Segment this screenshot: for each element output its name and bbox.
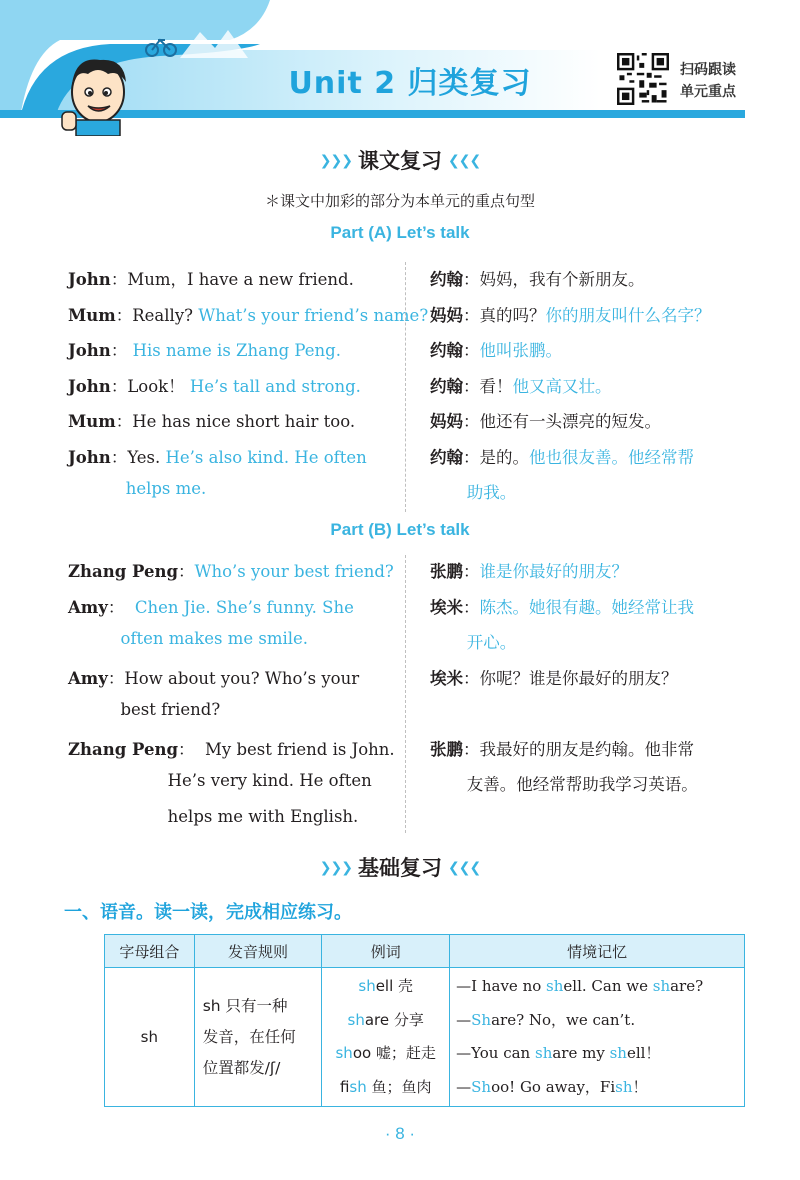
line-text: ：Mum，I have a new friend. xyxy=(110,270,354,289)
rule-line: 发音，在任何 xyxy=(202,1027,296,1046)
line-text: are? No，we can’t. xyxy=(491,1010,636,1029)
dialogue-line xyxy=(430,479,516,503)
highlighted-phrase: 开心。 xyxy=(466,633,517,652)
line-text: ：真的吗？ xyxy=(463,305,546,325)
dialogue-line xyxy=(68,665,359,689)
dialogue-line xyxy=(430,771,698,795)
line-text xyxy=(430,483,467,502)
qr-label-line-1: 扫码跟读 xyxy=(680,62,736,78)
dialogue-line xyxy=(430,373,612,397)
speaker-name: Mum xyxy=(68,412,116,431)
line-text: 鱼；鱼肉 xyxy=(366,1077,432,1096)
speaker-name: 埃米 xyxy=(430,597,463,617)
speaker-name: 约翰 xyxy=(430,270,463,289)
speaker-name: John xyxy=(68,447,111,467)
line-text: ell 壳 xyxy=(375,977,414,995)
memory-cell xyxy=(450,968,745,1107)
rule-line: 位置都发/ʃ/ xyxy=(202,1058,281,1077)
line-text: ： xyxy=(178,562,195,581)
highlighted-phrase: 谁是你最好的朋友？ xyxy=(479,562,628,581)
line-text: ： xyxy=(463,562,480,581)
line-text: ：He has nice short hair too. xyxy=(115,412,356,431)
line-text xyxy=(68,479,126,498)
dialogue-line xyxy=(68,629,308,648)
arrows-right-icon: ❯❯❯ xyxy=(319,860,352,876)
qr-code-icon[interactable] xyxy=(617,53,669,105)
highlighted-phrase: Sh xyxy=(471,1010,492,1029)
speaker-name: 妈妈 xyxy=(430,305,463,325)
dialogue-line xyxy=(68,807,358,826)
dialogue-line xyxy=(68,444,367,468)
speaker-name: John xyxy=(68,270,111,289)
line-text: ：Really? xyxy=(115,305,199,325)
line-text: are my xyxy=(552,1044,610,1062)
highlighted-phrase: sh xyxy=(535,1044,553,1062)
speaker-name: Amy xyxy=(68,597,108,617)
highlighted-phrase: He’s tall and strong. xyxy=(189,376,361,396)
speaker-name: 妈妈 xyxy=(430,412,463,431)
speaker-name: John xyxy=(68,376,111,396)
section-basic-heading xyxy=(0,852,800,882)
speaker-name: 约翰 xyxy=(430,341,463,360)
line-text: ！ xyxy=(632,1077,648,1096)
dialogue-line xyxy=(68,700,220,719)
line-text: ： xyxy=(463,597,480,617)
speaker-name: Amy xyxy=(68,668,108,688)
page-number: · 8 · xyxy=(384,1124,416,1143)
highlighted-phrase: sh xyxy=(546,977,564,995)
question-1-title: 一、语音。读一读，完成相应练习。 xyxy=(64,902,352,923)
line-text: helps me with English. xyxy=(68,806,359,826)
arrows-left-icon: ❮❮❮ xyxy=(448,153,481,169)
section-text-heading xyxy=(0,145,800,175)
example-word xyxy=(322,1071,449,1105)
speaker-name: Zhang Peng xyxy=(68,739,179,759)
dialogue-line xyxy=(430,408,661,432)
speaker-name: 约翰 xyxy=(430,447,463,467)
line-text: ：我最好的朋友是约翰。他非常 xyxy=(463,739,694,759)
highlighted-phrase: 他也很友善。他经常帮 xyxy=(529,447,694,467)
qr-label xyxy=(680,59,750,103)
line-text: oo! Go away，Fi xyxy=(491,1077,616,1096)
highlighted-phrase: 他叫张鹏。 xyxy=(479,341,562,360)
line-text: ell. Can we xyxy=(563,977,653,995)
rule-line: sh 只有一种 xyxy=(202,996,288,1015)
line-text: ：How about you? Who’s your xyxy=(107,668,360,688)
line-text: oo 嘘；赶走 xyxy=(352,1044,436,1062)
line-text: fi xyxy=(339,1077,350,1096)
column-divider xyxy=(405,555,406,833)
dialogue-line xyxy=(430,302,711,326)
highlighted-phrase: sh xyxy=(615,1077,633,1096)
highlighted-phrase: sh xyxy=(347,1010,365,1029)
highlighted-phrase: often makes me smile. xyxy=(120,629,309,648)
table-row xyxy=(105,968,745,1107)
line-text: —I have no xyxy=(456,977,547,995)
speaker-name: Zhang Peng xyxy=(68,562,179,581)
highlighted-phrase: sh xyxy=(349,1077,367,1096)
highlighted-phrase: sh xyxy=(652,977,671,995)
table-header-memory: 情境记忆 xyxy=(450,935,745,968)
phonics-table xyxy=(104,934,745,1107)
line-text: ：妈妈，我有个新朋友。 xyxy=(463,270,645,289)
line-text: ： xyxy=(110,341,133,360)
boy-mascot-icon xyxy=(58,52,138,136)
speaker-name: 张鹏 xyxy=(430,739,463,759)
memory-line xyxy=(456,970,744,1004)
dialogue-line xyxy=(68,594,354,618)
table-header-rule: 发音规则 xyxy=(194,935,322,968)
speaker-name: 埃米 xyxy=(430,668,463,688)
dialogue-line xyxy=(68,771,372,790)
highlighted-phrase: 他又高又壮。 xyxy=(512,376,612,396)
dialogue-line xyxy=(430,444,694,468)
highlighted-phrase: Sh xyxy=(471,1077,492,1096)
line-text: 友善。他经常帮助我学习英语。 xyxy=(430,775,698,794)
dialogue-line xyxy=(430,337,562,361)
memory-line xyxy=(456,1037,744,1071)
line-text: are 分享 xyxy=(364,1010,424,1029)
part-b-heading: Part (B) Let’s talk xyxy=(330,520,470,539)
letter-combination-cell: sh xyxy=(105,968,195,1107)
memory-line xyxy=(456,1004,744,1038)
line-text: ：Look！ xyxy=(110,376,190,396)
line-text: ： My best friend is John. xyxy=(178,739,395,759)
dialogue-line xyxy=(430,266,645,290)
example-word xyxy=(322,970,449,1004)
arrows-left-icon: ❮❮❮ xyxy=(448,860,481,876)
speaker-name: John xyxy=(68,341,111,360)
dialogue-line xyxy=(68,302,428,326)
table-header-words: 例词 xyxy=(322,935,450,968)
part-a-heading: Part (A) Let’s talk xyxy=(330,223,470,242)
line-text: ：是的。 xyxy=(463,447,529,467)
line-text: are? xyxy=(670,977,704,995)
highlighted-phrase: He’s also kind. He often xyxy=(165,447,367,467)
dialogue-line xyxy=(430,594,694,618)
highlighted-phrase: sh xyxy=(609,1044,627,1062)
arrows-right-icon: ❯❯❯ xyxy=(319,153,352,169)
line-text xyxy=(430,633,467,652)
section-note: ＊课文中加彩的部分为本单元的重点句型 xyxy=(264,192,535,210)
dialogue-line xyxy=(430,629,516,653)
dialogue-line xyxy=(430,736,694,760)
line-text: ：Yes. xyxy=(110,447,166,467)
line-text: ell！ xyxy=(626,1044,661,1062)
speaker-name: 张鹏 xyxy=(430,562,463,581)
dialogue-line xyxy=(68,408,355,432)
highlighted-phrase: helps me. xyxy=(125,479,207,498)
line-text: ：看！ xyxy=(463,376,513,396)
line-text: ： xyxy=(463,341,480,360)
highlighted-phrase: 陈杰。她很有趣。她经常让我 xyxy=(479,597,694,617)
dialogue-line xyxy=(430,558,628,582)
dialogue-line xyxy=(430,665,678,689)
line-text: — xyxy=(456,1077,472,1096)
line-text: — xyxy=(456,1010,472,1029)
dialogue-line xyxy=(68,266,354,290)
dialogue-line xyxy=(68,558,394,582)
line-text: —You can xyxy=(456,1044,535,1062)
line-text: ：他还有一头漂亮的短发。 xyxy=(463,412,661,431)
section-text-title: 课文复习 xyxy=(358,149,442,173)
example-words-cell xyxy=(322,968,450,1107)
highlighted-phrase: sh xyxy=(358,977,376,995)
dialogue-line xyxy=(68,479,206,498)
speaker-name: 约翰 xyxy=(430,376,463,396)
dialogue-line xyxy=(68,337,341,361)
highlighted-phrase: sh xyxy=(335,1044,353,1062)
highlighted-phrase: 助我。 xyxy=(466,483,517,502)
dialogue-line xyxy=(68,736,395,760)
highlighted-phrase: What’s your friend’s name? xyxy=(198,305,429,325)
dialogue-line xyxy=(68,373,361,397)
memory-line xyxy=(456,1071,744,1105)
table-header-letters: 字母组合 xyxy=(105,935,195,968)
line-text: ： xyxy=(107,597,135,617)
highlighted-phrase: Chen Jie. She’s funny. She xyxy=(134,597,354,617)
rule-cell xyxy=(194,968,322,1107)
page-title: Unit 2 归类复习 xyxy=(288,66,532,101)
example-word xyxy=(322,1004,449,1038)
line-text xyxy=(68,629,120,648)
column-divider xyxy=(405,262,406,512)
table-header-row xyxy=(105,935,745,968)
section-basic-title: 基础复习 xyxy=(358,856,442,880)
highlighted-phrase: Who’s your best friend? xyxy=(194,562,394,581)
highlighted-phrase: His name is Zhang Peng. xyxy=(132,341,341,360)
highlighted-phrase: 你的朋友叫什么名字？ xyxy=(545,305,711,325)
qr-label-line-2: 单元重点 xyxy=(680,84,736,100)
speaker-name: Mum xyxy=(68,305,116,325)
example-word xyxy=(322,1037,449,1071)
line-text: ：你呢？谁是你最好的朋友？ xyxy=(463,668,678,688)
line-text: best friend? xyxy=(68,700,221,719)
line-text: He’s very kind. He often xyxy=(68,771,372,790)
